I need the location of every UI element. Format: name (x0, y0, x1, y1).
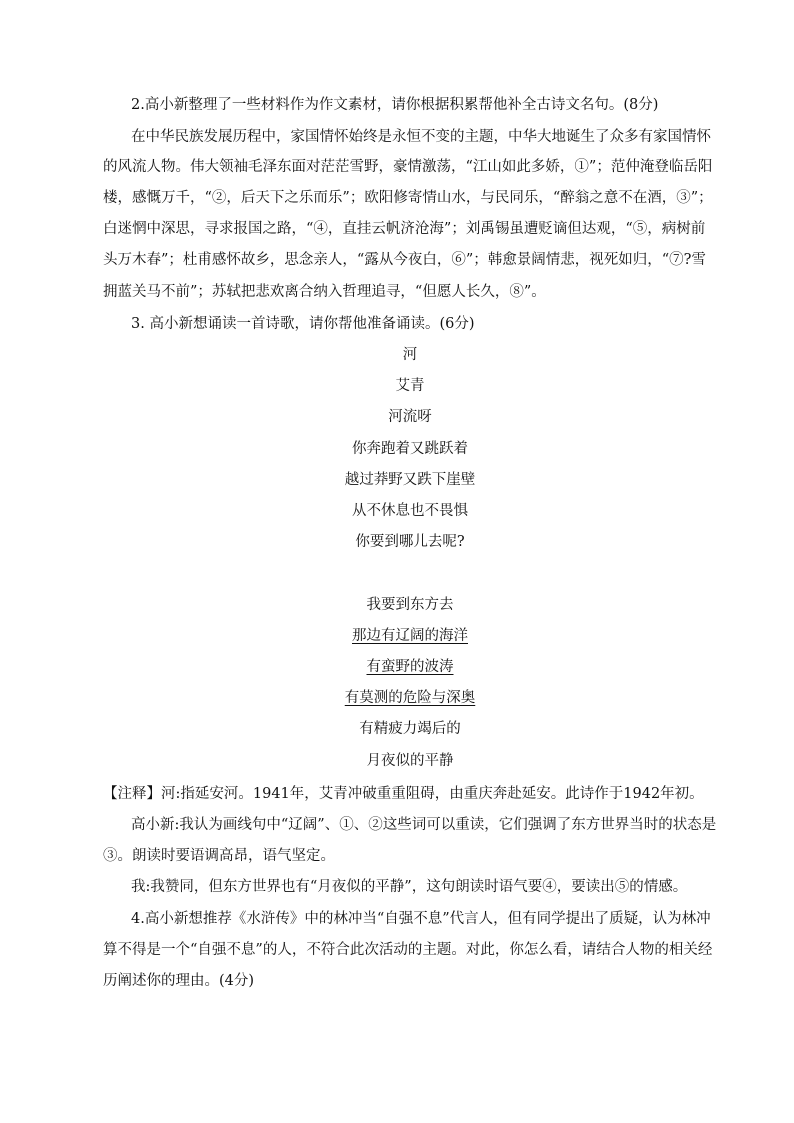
q4-paragraph-line: 历阐述你的理由。(4分) (103, 973, 255, 989)
poem-author: 艾青 (395, 378, 425, 394)
poem-line-underlined (0, 627, 794, 646)
poem-line: 有精疲力竭后的 (359, 721, 461, 737)
q2-paragraph-line: 拥蓝关马不前”；苏轼把悲欢离合纳入哲理追寻，“但愿人长久，⑧”。 (103, 284, 546, 300)
poem-line: 我要到东方去 (366, 597, 454, 613)
underlined-text: 那边有辽阔的海洋 (352, 628, 468, 644)
poem-line: 从不休息也不畏惧 (352, 503, 468, 519)
poem-line-underlined (0, 689, 794, 708)
q4-paragraph-line: 4.高小新想推荐《水浒传》中的林冲当“自强不息”代言人，但有同学提出了质疑，认为林冲 (131, 911, 711, 927)
q2-paragraph-line: 在中华民族发展历程中，家国情怀始终是永恒不变的主题，中华大地诞生了众多有家国情怀 (131, 129, 711, 145)
poem-line: 你奔跑着又跳跃着 (352, 441, 468, 457)
poem-line: 越过莽野又跌下崖壁 (344, 472, 476, 488)
poem-line-underlined (0, 658, 794, 677)
poem-line: 月夜似的平静 (366, 753, 454, 769)
q4-paragraph-line: 算不得是一个“自强不息”的人，不符合此次活动的主题。对此，你怎么看，请结合人物的相关经 (103, 942, 713, 958)
q2-paragraph-line: 的风流人物。伟大领袖毛泽东面对茫茫雪野，豪情激荡，“江山如此多娇，①”；范仲淹登临岳阳 (103, 159, 713, 175)
underlined-text: 有莫测的危险与深奥 (344, 690, 476, 706)
q2-paragraph-line: 白迷惘中深思，寻求报国之路，“④，直挂云帆济沧海”；刘禹锡虽遭贬谪但达观，“⑤，病树前 (103, 221, 706, 237)
poem-line: 你要到哪儿去呢? (355, 534, 465, 550)
dialogue-me: 我:我赞同，但东方世界也有“月夜似的平静”，这句朗读时语气要④，要读出⑤的情感。 (131, 879, 688, 895)
dialogue-xiaoxin: 高小新:我认为画线句中“辽阔”、①、②这些词可以重读，它们强调了东方世界当时的状态是 (131, 817, 717, 833)
underlined-text: 有蛮野的波涛 (366, 659, 454, 675)
poem-title: 河 (402, 347, 418, 363)
poem-note: 【注释】河:指延安河。1941年，艾青冲破重重阻碍，由重庆奔赴延安。此诗作于1942年初。 (103, 786, 704, 802)
q3-title: 3. 高小新想诵读一首诗歌，请你帮他准备诵读。(6分) (131, 316, 475, 332)
q2-paragraph-line: 楼，感慨万千，“②，后天下之乐而乐”；欧阳修寄情山水，与民同乐，“醉翁之意不在酒，③”； (103, 190, 713, 206)
q2-paragraph-line: 头万木春”；杜甫感怀故乡，思念亲人，“露从今夜白，⑥”；韩愈景阔情悲，视死如归，“⑦?雪 (103, 252, 706, 268)
q2-title: 2.高小新整理了一些材料作为作文素材，请你根据积累帮他补全古诗文名句。(8分) (131, 97, 659, 113)
poem-line: 河流呀 (388, 409, 432, 425)
dialogue-xiaoxin-cont: ③。朗读时要语调高昂，语气坚定。 (103, 848, 335, 864)
